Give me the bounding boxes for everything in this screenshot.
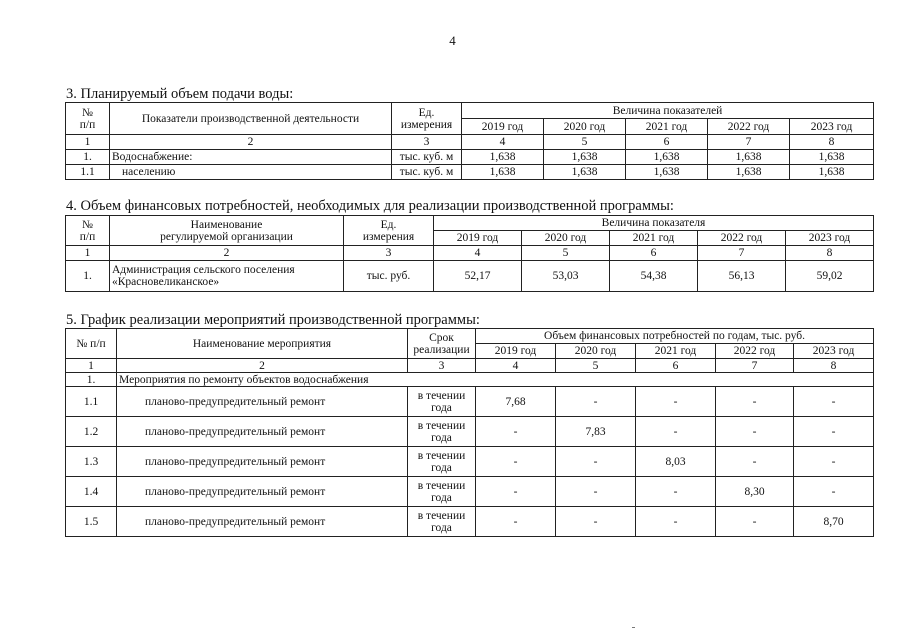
header-year: 2023 год [786, 231, 874, 246]
column-number: 2 [110, 135, 392, 150]
column-number-row [66, 135, 874, 150]
row-name: планово-предупредительный ремонт [117, 447, 408, 477]
table-row [66, 507, 874, 537]
column-number: 7 [708, 135, 790, 150]
section-5-title: 5. График реализации мероприятий производственной программы: [66, 312, 480, 328]
header-year: 2020 год [544, 119, 626, 135]
row-num: 1.1 [66, 165, 110, 180]
row-value: - [556, 387, 636, 417]
table-row [66, 150, 874, 165]
row-value: - [476, 507, 556, 537]
row-value: 1,638 [790, 150, 874, 165]
column-number: 6 [636, 359, 716, 373]
row-value: - [716, 507, 794, 537]
schedule-table [65, 328, 874, 537]
column-number: 3 [408, 359, 476, 373]
header-year: 2023 год [790, 119, 874, 135]
row-num: 1.3 [66, 447, 117, 477]
header-unit: Ед. измерения [392, 103, 462, 135]
table-row [66, 387, 874, 417]
header-year: 2019 год [434, 231, 522, 246]
row-value: 52,17 [434, 261, 522, 292]
row-value: 7,83 [556, 417, 636, 447]
header-year: 2021 год [636, 344, 716, 359]
row-value: - [476, 477, 556, 507]
row-name: планово-предупредительный ремонт [117, 477, 408, 507]
row-value: - [556, 477, 636, 507]
row-unit: тыс. куб. м [392, 165, 462, 180]
column-number: 5 [556, 359, 636, 373]
header-unit: Ед. измерения [344, 216, 434, 246]
row-term: в течении года [408, 507, 476, 537]
row-term: в течении года [408, 417, 476, 447]
column-number: 1 [66, 246, 110, 261]
row-value: 1,638 [708, 165, 790, 180]
row-name: планово-предупредительный ремонт [117, 387, 408, 417]
row-value: - [636, 477, 716, 507]
row-value: 1,638 [462, 150, 544, 165]
header-indicator: Показатели производственной деятельности [110, 103, 392, 135]
column-number: 3 [392, 135, 462, 150]
row-value: 7,68 [476, 387, 556, 417]
column-number: 6 [626, 135, 708, 150]
row-name: планово-предупредительный ремонт [117, 507, 408, 537]
row-term: в течении года [408, 387, 476, 417]
header-values: Величина показателя [434, 216, 874, 231]
row-value: 1,638 [790, 165, 874, 180]
column-number: 3 [344, 246, 434, 261]
column-number: 2 [117, 359, 408, 373]
row-value: 54,38 [610, 261, 698, 292]
column-number: 4 [434, 246, 522, 261]
row-value: 8,30 [716, 477, 794, 507]
column-number: 1 [66, 135, 110, 150]
water-supply-table [65, 102, 874, 180]
row-value: 1,638 [544, 150, 626, 165]
group-num: 1. [66, 373, 117, 387]
table-row [66, 447, 874, 477]
row-num: 1. [66, 261, 110, 292]
column-number: 8 [786, 246, 874, 261]
column-number: 1 [66, 359, 117, 373]
header-org: Наименование регулируемой организации [110, 216, 344, 246]
row-name: Администрация сельского поселения «Красновеликанское» [110, 261, 344, 292]
row-unit: тыс. руб. [344, 261, 434, 292]
row-name: населению [110, 165, 392, 180]
column-number: 5 [544, 135, 626, 150]
group-row [66, 373, 874, 387]
row-value: - [476, 417, 556, 447]
header-year: 2020 год [556, 344, 636, 359]
row-value: - [794, 477, 874, 507]
row-unit: тыс. куб. м [392, 150, 462, 165]
column-number-row [66, 246, 874, 261]
group-name: Мероприятия по ремонту объектов водоснабжения [117, 373, 874, 387]
header-num: № п/п [66, 103, 110, 135]
column-number: 4 [462, 135, 544, 150]
row-value: 8,70 [794, 507, 874, 537]
row-value: - [716, 447, 794, 477]
row-value: - [794, 387, 874, 417]
table-row [66, 417, 874, 447]
row-value: - [636, 417, 716, 447]
header-year: 2019 год [476, 344, 556, 359]
header-year: 2020 год [522, 231, 610, 246]
column-number: 2 [110, 246, 344, 261]
header-year: 2022 год [698, 231, 786, 246]
table-row [66, 165, 874, 180]
row-value: - [794, 417, 874, 447]
table-row [66, 261, 874, 292]
header-year: 2019 год [462, 119, 544, 135]
row-value: - [794, 447, 874, 477]
row-num: 1.2 [66, 417, 117, 447]
column-number: 8 [794, 359, 874, 373]
row-value: - [636, 387, 716, 417]
column-number: 6 [610, 246, 698, 261]
row-value: 1,638 [544, 165, 626, 180]
row-num: 1.4 [66, 477, 117, 507]
column-number: 4 [476, 359, 556, 373]
header-year: 2021 год [610, 231, 698, 246]
header-num: № п/п [66, 329, 117, 359]
header-term: Срок реализации [408, 329, 476, 359]
row-value: - [716, 387, 794, 417]
row-value: 53,03 [522, 261, 610, 292]
header-year: 2023 год [794, 344, 874, 359]
row-value: 56,13 [698, 261, 786, 292]
row-value: 1,638 [626, 150, 708, 165]
row-value: 59,02 [786, 261, 874, 292]
row-value: - [636, 507, 716, 537]
row-value: - [556, 507, 636, 537]
scan-speck [632, 627, 635, 628]
row-value: - [556, 447, 636, 477]
header-year: 2022 год [708, 119, 790, 135]
column-number: 7 [698, 246, 786, 261]
column-number: 5 [522, 246, 610, 261]
row-value: 8,03 [636, 447, 716, 477]
row-name: Водоснабжение: [110, 150, 392, 165]
header-year: 2021 год [626, 119, 708, 135]
row-term: в течении года [408, 477, 476, 507]
row-value: - [716, 417, 794, 447]
column-number: 7 [716, 359, 794, 373]
row-num: 1. [66, 150, 110, 165]
row-term: в течении года [408, 447, 476, 477]
row-value: - [476, 447, 556, 477]
row-value: 1,638 [626, 165, 708, 180]
column-number-row [66, 359, 874, 373]
column-number: 8 [790, 135, 874, 150]
row-value: 1,638 [708, 150, 790, 165]
header-num: № п/п [66, 216, 110, 246]
section-3-title: 3. Планируемый объем подачи воды: [66, 86, 294, 102]
row-num: 1.5 [66, 507, 117, 537]
financial-needs-table [65, 215, 874, 292]
header-year: 2022 год [716, 344, 794, 359]
row-value: 1,638 [462, 165, 544, 180]
row-num: 1.1 [66, 387, 117, 417]
table-row [66, 477, 874, 507]
section-4-title: 4. Объем финансовых потребностей, необходимых для реализации производственной программы: [66, 198, 674, 214]
page-number: 4 [449, 33, 456, 48]
header-event: Наименование мероприятия [117, 329, 408, 359]
header-values: Объем финансовых потребностей по годам, тыс. руб. [476, 329, 874, 344]
header-values: Величина показателей [462, 103, 874, 119]
row-name: планово-предупредительный ремонт [117, 417, 408, 447]
